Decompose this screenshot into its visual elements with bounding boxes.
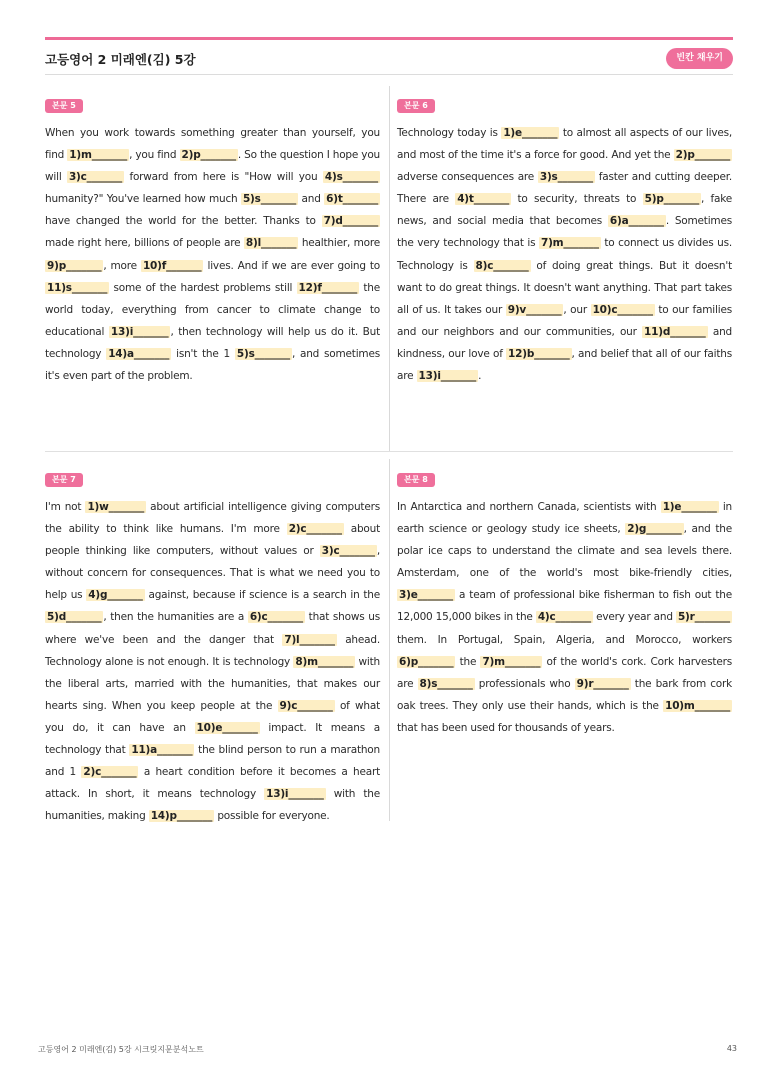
passage-text-run: against, because if science is a search in the xyxy=(144,589,380,602)
blank-field[interactable]: 7)l_______ xyxy=(284,633,335,646)
passage-text-run: . xyxy=(478,370,482,383)
passage-badge: 본문 6 xyxy=(397,99,435,113)
blank-field[interactable]: 4)c_______ xyxy=(537,611,591,624)
fill-in-blank-mode-button[interactable]: 빈칸 채우기 xyxy=(666,48,733,69)
passage-text-run: , then technology will help us do it. But technology xyxy=(45,325,380,360)
passage-text-run: to connect us divides us. Technology is xyxy=(397,237,732,272)
passage-6 xyxy=(397,93,732,387)
passage-text-run: the world today, everything from cancer to climate change to educational xyxy=(45,281,380,338)
passage-text-run: healthier, more xyxy=(298,237,380,250)
passage-text-run: . So the question I hope you will xyxy=(45,149,380,184)
blank-field[interactable]: 13)i_______ xyxy=(266,788,324,801)
blank-field[interactable]: 7)d_______ xyxy=(323,215,378,228)
blank-field[interactable]: 8)c_______ xyxy=(475,259,529,272)
passage-text-run: , and sometimes it's even part of the problem. xyxy=(45,347,380,383)
blank-field[interactable]: 1)w_______ xyxy=(87,501,145,513)
passage-text-run: the xyxy=(455,655,481,668)
passage-text-run: of the world's cork. Cork harvesters are xyxy=(397,655,732,690)
passage-text-run: and kindness, our love of xyxy=(397,325,732,360)
passage-text-run: have changed the world for the better. Thanks to xyxy=(45,215,322,228)
blank-field[interactable]: 1)m_______ xyxy=(69,149,128,162)
passage-text-run: professionals who xyxy=(474,677,575,690)
page-title: 고등영어 2 미래엔(김) 5강 xyxy=(45,52,196,67)
blank-field[interactable]: 12)f_______ xyxy=(298,281,358,294)
passage-text-run: ahead. Technology alone is not enough. It is technology xyxy=(45,633,380,668)
blank-field[interactable]: 1)e_______ xyxy=(662,501,717,513)
passage-text xyxy=(397,496,732,739)
page-number: 43 xyxy=(726,1044,737,1053)
passage-badge: 본문 8 xyxy=(397,473,435,487)
blank-field[interactable]: 2)c_______ xyxy=(288,523,342,536)
passage-text-run: possible for everyone. xyxy=(214,810,330,823)
passage-text-run: in earth science or geology study ice sheets, xyxy=(397,501,733,536)
passage-text-run: a heart condition before it becomes a heart attack. In short, it means technology xyxy=(45,766,380,801)
passage-text-run: , you find xyxy=(129,149,180,162)
passage-badge: 본문 7 xyxy=(45,473,83,487)
blank-field[interactable]: 5)r_______ xyxy=(677,611,730,624)
passage-text-run: about artificial intelligence giving computers the ability to think like humans. I'm more xyxy=(45,501,380,536)
blank-field[interactable]: 10)m_______ xyxy=(665,699,730,712)
blank-field[interactable]: 13)i_______ xyxy=(110,325,169,338)
blank-field[interactable]: 8)m_______ xyxy=(295,655,354,668)
passage-text-run: a team of professional bike fisherman to fish out the 12,000 15,000 bikes in the xyxy=(397,589,732,624)
passage-text-run: faster and cutting deeper. There are xyxy=(397,171,732,206)
blank-field[interactable]: 3)c_______ xyxy=(68,171,123,184)
passage-text-run: that shows us where we've been and the danger that xyxy=(45,611,380,646)
passage-text-run: , without concern for consequences. That is what we need you to help us xyxy=(45,545,380,602)
passage-badge: 본문 5 xyxy=(45,99,83,113)
blank-field[interactable]: 2)c_______ xyxy=(83,766,137,779)
blank-field[interactable]: 9)p_______ xyxy=(47,259,102,272)
blank-field[interactable]: 2)p_______ xyxy=(675,149,730,162)
blank-field[interactable]: 11)s_______ xyxy=(47,281,108,294)
passage-text-run: lives. And if we are ever going to xyxy=(203,259,381,272)
passage-text-run: with the humanities, making xyxy=(45,788,380,823)
passage-text-run: , our xyxy=(563,303,591,316)
blank-field[interactable]: 7)m_______ xyxy=(540,237,599,250)
blank-field[interactable]: 5)p_______ xyxy=(644,193,699,206)
blank-field[interactable]: 2)g_______ xyxy=(627,523,682,536)
blank-field[interactable]: 8)s_______ xyxy=(419,677,473,690)
passage-text-run: impact. It means a technology that xyxy=(45,721,380,757)
blank-field[interactable]: 9)r_______ xyxy=(576,677,629,690)
passage-text xyxy=(45,496,380,827)
blank-field[interactable]: 11)a_______ xyxy=(131,744,193,757)
passage-text-run: that has been used for thousands of years. xyxy=(397,721,615,734)
passage-7 xyxy=(45,467,380,827)
blank-field[interactable]: 14)p_______ xyxy=(150,810,213,823)
passage-text-run: Technology today is xyxy=(397,127,502,139)
blank-field[interactable]: 12)b_______ xyxy=(508,347,570,360)
passage-text-run: to security, threats to xyxy=(511,193,643,206)
blank-field[interactable]: 8)l_______ xyxy=(245,237,297,250)
blank-field[interactable]: 14)a_______ xyxy=(108,347,170,360)
passage-text-run: . Sometimes the very technology that is xyxy=(397,215,732,250)
passage-text-run: isn't the 1 xyxy=(171,347,235,360)
blank-field[interactable]: 5)s_______ xyxy=(236,347,290,360)
column-divider-bottom xyxy=(389,459,390,821)
passage-text-run: , fake news, and social media that becomes xyxy=(397,193,733,228)
passage-text-run: , more xyxy=(103,259,141,272)
passage-text-run: made right here, billions of people are xyxy=(45,237,244,250)
blank-field[interactable]: 4)s_______ xyxy=(324,171,378,184)
passage-text-run: some of the hardest problems still xyxy=(109,281,297,294)
blank-field[interactable]: 9)v_______ xyxy=(507,303,562,316)
blank-field[interactable]: 9)c_______ xyxy=(279,699,333,712)
passage-text-run: every year and xyxy=(592,611,676,624)
blank-field[interactable]: 1)e_______ xyxy=(503,127,558,139)
passage-text-run: to our families and our neighbors and our communities, our xyxy=(397,303,732,338)
passage-text-run: with the liberal arts, married with the humanities, that makes our hearts sing. When you keep people at the xyxy=(45,655,380,712)
passage-text-run: forward from here is "How will you xyxy=(124,171,323,184)
blank-field[interactable]: 6)t_______ xyxy=(326,193,378,206)
blank-field[interactable]: 10)f_______ xyxy=(142,259,202,272)
passage-text-run: , and the polar ice caps to understand the climate and sea levels there. Amsterdam, one of the world's most bike-friendly cities, xyxy=(397,523,732,580)
blank-field[interactable]: 3)s_______ xyxy=(539,171,593,184)
passage-text-run: of doing great things. But it doesn't want to do great things. It doesn't want anything. That part takes all of us. It takes our xyxy=(397,259,732,316)
blank-field[interactable]: 3)c_______ xyxy=(321,545,375,558)
column-divider-top xyxy=(389,86,390,451)
passage-text-run: , and belief that all of our faiths are xyxy=(397,347,732,383)
passage-text xyxy=(397,122,732,387)
blank-field[interactable]: 11)d_______ xyxy=(644,325,706,338)
passage-text-run: the bark from cork oak trees. They only use their hands, which is the xyxy=(397,677,732,712)
blank-field[interactable]: 5)s_______ xyxy=(242,193,297,206)
blank-field[interactable]: 6)a_______ xyxy=(609,215,664,228)
blank-field[interactable]: 10)e_______ xyxy=(196,721,258,734)
passage-8 xyxy=(397,467,732,739)
passage-text-run: the blind person to run a marathon and 1 xyxy=(45,744,380,779)
page-header xyxy=(45,40,733,75)
blank-field[interactable]: 4)t_______ xyxy=(457,193,510,206)
blank-field[interactable]: 6)p_______ xyxy=(399,655,454,668)
row-divider xyxy=(45,451,733,452)
blank-field[interactable]: 6)c_______ xyxy=(249,611,303,624)
passage-text-run: , then the humanities are a xyxy=(103,611,248,624)
blank-field[interactable]: 2)p_______ xyxy=(181,149,236,162)
passage-5 xyxy=(45,93,380,387)
blank-field[interactable]: 3)e_______ xyxy=(399,589,453,602)
blank-field[interactable]: 4)g_______ xyxy=(88,589,143,602)
blank-field[interactable]: 13)i_______ xyxy=(418,370,477,383)
passage-text-run: of what you do, it can have an xyxy=(45,699,380,734)
passage-text-run: them. In Portugal, Spain, Algeria, and Morocco, workers xyxy=(397,633,732,646)
passage-text-run: In Antarctica and northern Canada, scientists with xyxy=(397,501,661,513)
passage-text-run: When you work towards something greater than yourself, you find xyxy=(45,127,380,162)
passage-text-run: humanity?" You've learned how much xyxy=(45,193,241,206)
blank-field[interactable]: 10)c_______ xyxy=(592,303,653,316)
passage-text xyxy=(45,122,380,387)
passage-text-run: and xyxy=(298,193,325,206)
passage-text-run: adverse consequences are xyxy=(397,171,538,184)
blank-field[interactable]: 7)m_______ xyxy=(482,655,541,668)
blank-field[interactable]: 5)d_______ xyxy=(47,611,102,624)
passage-text-run: to almost all aspects of our lives, and most of the time it's a force for good. And yet the xyxy=(397,127,732,162)
passage-text-run: about people thinking like computers, without values or xyxy=(45,523,381,558)
footer-title: 고등영어 2 미래엔(김) 5강 시크릿지문분석노트 xyxy=(38,1045,204,1054)
passage-text-run: I'm not xyxy=(45,501,86,513)
